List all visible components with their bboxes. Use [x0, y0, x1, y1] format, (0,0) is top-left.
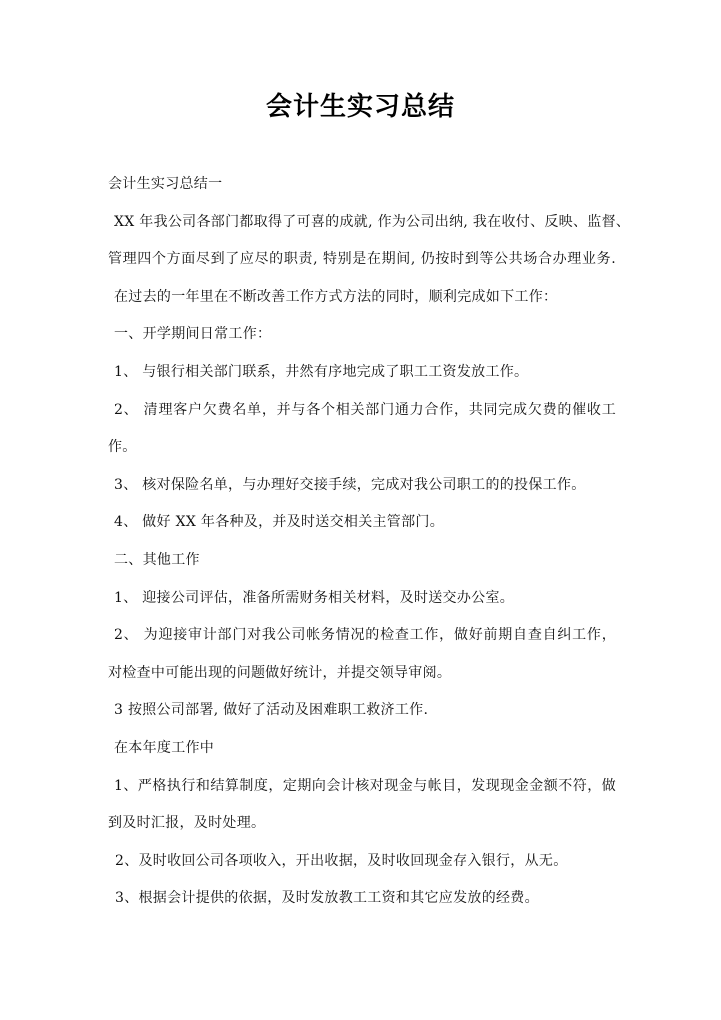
list-item: 1、 迎接公司评估，准备所需财务相关材料，及时送交办公室。 [114, 589, 515, 606]
section-heading: 在本年度工作中 [114, 739, 215, 756]
paragraph-line: XX 年我公司各部门都取得了可喜的成就, 作为公司出纳, 我在收付、反映、监督、 [114, 213, 631, 230]
list-item: 2、 清理客户欠费名单，并与各个相关部门通力合作，共同完成欠费的催收工 [114, 401, 616, 418]
paragraph-line: 管理四个方面尽到了应尽的职责, 特别是在期间, 仍按时到等公共场合办理业务. [108, 251, 616, 268]
list-item: 1、 与银行相关部门联系，井然有序地完成了职工工资发放工作。 [114, 363, 529, 380]
list-item: 3、根据会计提供的依据，及时发放教工工资和其它应发放的经费。 [115, 890, 539, 907]
list-item-continuation: 对检查中可能出现的问题做好统计，并提交领导审阅。 [108, 664, 452, 681]
list-item: 2、及时收回公司各项收入，开出收据，及时收回现金存入银行，从无。 [115, 852, 568, 869]
list-item: 2、 为迎接审计部门对我公司帐务情况的检查工作，做好前期自查自纠工作， [114, 627, 616, 644]
section-heading: 二、其他工作 [114, 551, 200, 568]
list-item: 1、严格执行和结算制度，定期向会计核对现金与帐目，发现现金金额不符，做 [114, 777, 616, 794]
section-heading: 会计生实习总结一 [108, 176, 223, 192]
list-item-continuation: 到及时汇报，及时处理。 [108, 815, 266, 832]
document-title: 会计生实习总结 [265, 92, 455, 122]
paragraph-line: 在过去的一年里在不断改善工作方式方法的同时，顺利完成如下工作： [114, 288, 558, 305]
list-item: 3、 核对保险名单，与办理好交接手续，完成对我公司职工的的投保工作。 [114, 476, 586, 493]
list-item: 4、 做好 XX 年各种及，并及时送交相关主管部门。 [114, 514, 444, 531]
section-heading: 一、开学期间日常工作： [114, 326, 272, 343]
list-item: 3 按照公司部署, 做好了活动及困难职工救济工作. [114, 702, 429, 719]
document-body [108, 172, 631, 924]
list-item-continuation: 作。 [108, 439, 137, 456]
